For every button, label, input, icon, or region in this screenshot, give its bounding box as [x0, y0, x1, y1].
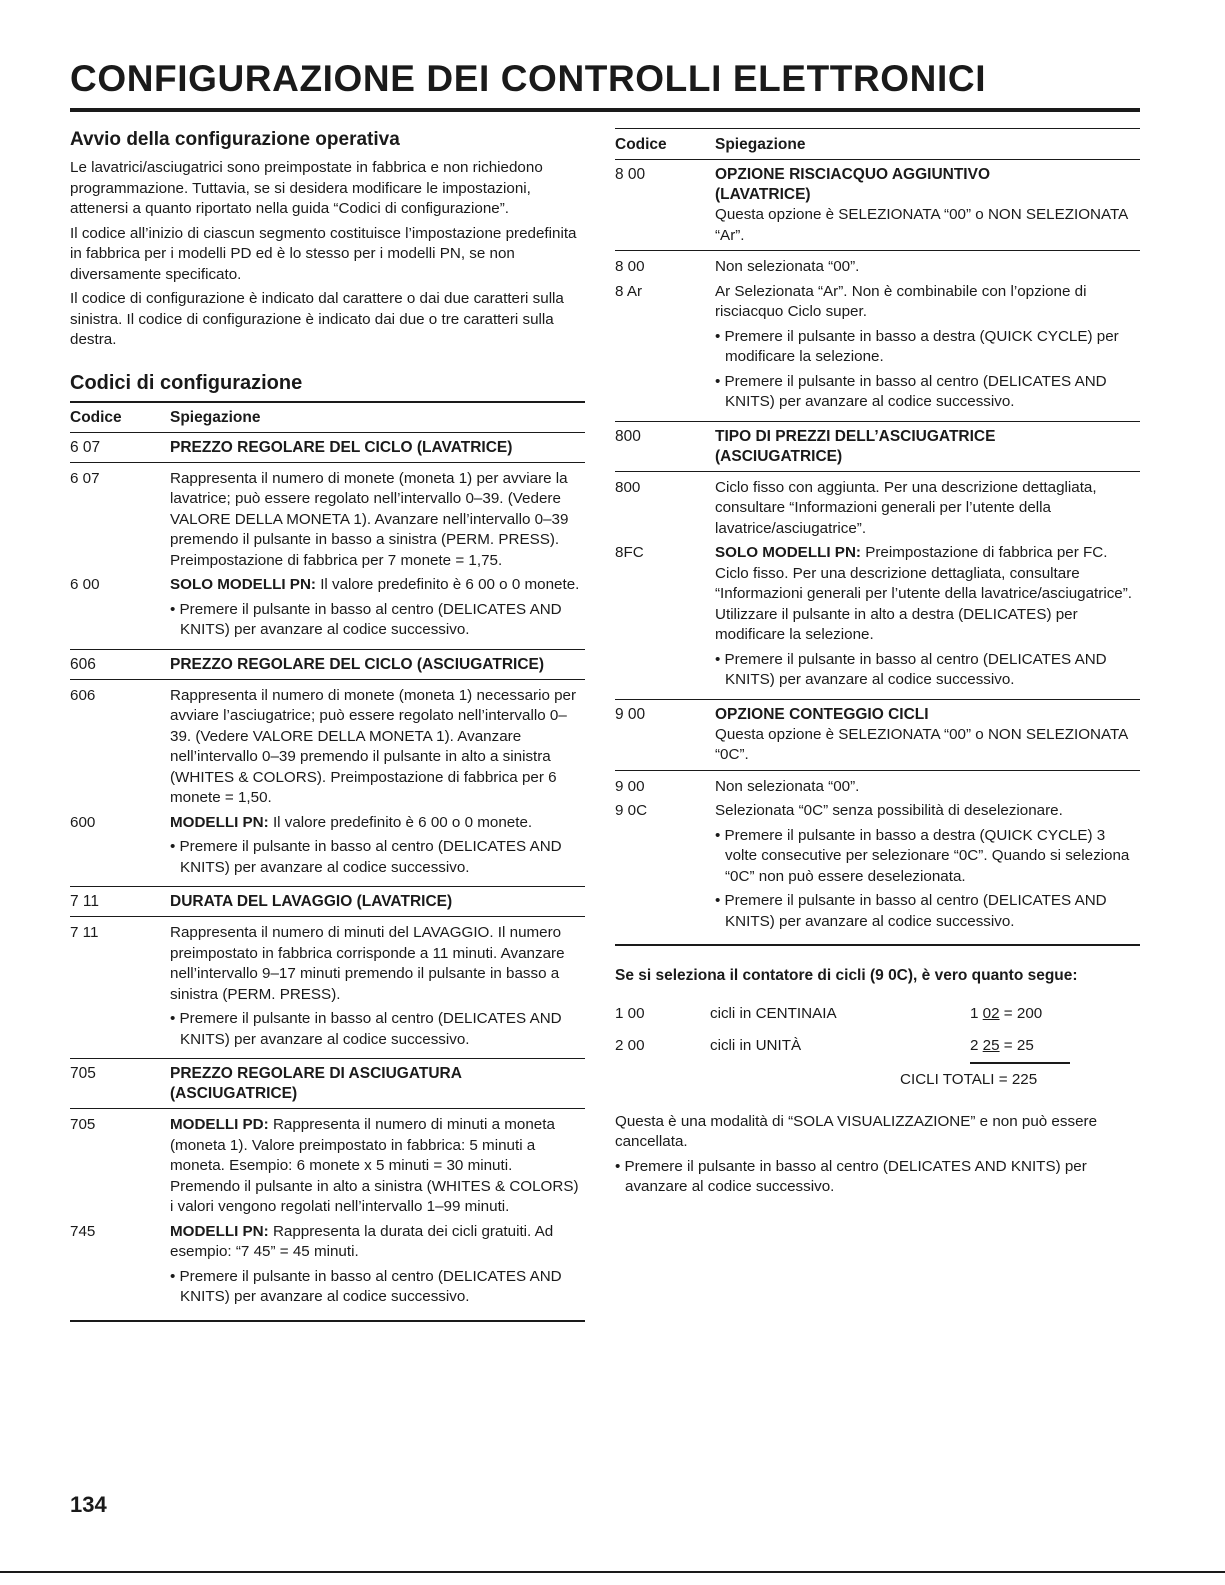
- counter-value-prefix: 1: [970, 1005, 983, 1022]
- counter-value-suffix: = 25: [999, 1037, 1034, 1054]
- code-group-body: [615, 472, 1140, 700]
- row-text: [170, 575, 585, 596]
- group-title-block: [715, 705, 1140, 766]
- left-column: [70, 128, 585, 1322]
- row-code: 600: [70, 813, 96, 831]
- row-code: 705: [70, 1116, 96, 1133]
- page-title: CONFIGURAZIONE DEI CONTROLLI ELETTRONICI: [70, 58, 987, 99]
- counter-heading: Se si seleziona il contatore di cicli (9 0C), è vero quanto segue:: [615, 967, 1078, 984]
- right-column: [615, 128, 1140, 1198]
- row-code: 8 Ar: [615, 282, 643, 300]
- code-group-body: [615, 251, 1140, 422]
- table-row: [70, 1115, 585, 1218]
- bullet-note: • Premere il pulsante in basso al centro (DELICATES AND KNITS) per avanzare al codice successivo.: [170, 1010, 562, 1048]
- group-code: 8 00: [615, 166, 646, 183]
- row-text-rest: Preimpostazione di fabbrica per FC. Ciclo fisso. Per una descrizione dettagliata, consultare “Informazioni generali per l’utente della lavatrice/asciugatrice”. Utilizzare il pulsante in alto a destra (DELICATES) per modificare la selezione.: [715, 544, 1133, 643]
- intro-paragraph: Il codice all’inizio di ciascun segmento costituisce l’impostazione predefinita in fabbrica per i modelli PD ed è lo stesso per i modelli PN, se non diversamente specificato.: [70, 224, 577, 283]
- code-group-header: [615, 700, 1140, 771]
- row-bold-label: MODELLI PN:: [170, 813, 269, 831]
- group-code: 705: [70, 1065, 96, 1082]
- row-text: [715, 543, 1140, 646]
- group-title: OPZIONE CONTEGGIO CICLI: [715, 705, 929, 723]
- group-code: 9 00: [615, 705, 646, 723]
- row-code: 8FC: [615, 544, 644, 561]
- row-code: 6 07: [70, 469, 100, 487]
- counter-row: [615, 1004, 1140, 1024]
- row-code: 8 00: [615, 258, 645, 275]
- row-text: Selezionata “0C” senza possibilità di deselezionare.: [715, 802, 1063, 819]
- table-row: [615, 257, 1140, 278]
- table-header: [70, 401, 585, 433]
- bullet-note: • Premere il pulsante in basso al centro (DELICATES AND KNITS) per avanzare al codice successivo.: [170, 1267, 562, 1305]
- row-code: 9 00: [615, 777, 645, 795]
- row-text: Rappresenta il numero di monete (moneta 1) necessario per avviare l’asciugatrice; può essere regolato nell’intervallo 0–39. (Vedere VALORE DELLA MONETA 1). Avanzare nell’intervallo 0–39 premendo il pulsante in alto a sinistra (WHITES & COLORS). Preimpostazione di fabbrica per 6 monete = 1,50.: [170, 686, 577, 806]
- intro-heading: Avvio della configurazione operativa: [70, 129, 400, 150]
- bullet-note: • Premere il pulsante in basso al centro (DELICATES AND KNITS) per avanzare al codice successivo.: [615, 1157, 1087, 1195]
- bullet-note: • Premere il pulsante in basso al centro (DELICATES AND KNITS) per avanzare al codice successivo.: [715, 650, 1107, 688]
- row-text-rest: Il valore predefinito è 6 00 o 0 monete.: [315, 576, 580, 593]
- group-title: PREZZO REGOLARE DEL CICLO (LAVATRICE): [170, 438, 513, 456]
- row-text: Rappresenta il numero di minuti del LAVAGGIO. Il numero preimpostato in fabbrica corrisponde a 11 minuti. Avanzare nell’intervallo 9–17 minuti premendo il pulsante in basso a sinistra (PERM. PRESS).: [170, 924, 565, 1003]
- row-code: 6 00: [70, 576, 100, 593]
- table-row: [615, 478, 1140, 540]
- counter-value-underlined: 25: [982, 1037, 1000, 1054]
- counter-code: 2 00: [615, 1037, 645, 1054]
- table-row: [615, 801, 1140, 822]
- group-title: TIPO DI PREZZI DELL’ASCIUGATRICE (ASCIUGATRICE): [715, 427, 996, 465]
- row-text-rest: Rappresenta il numero di minuti a moneta (moneta 1). Valore preimpostato in fabbrica: 5 minuti a moneta. Esempio: 6 monete x 5 minuti = 30 minuti. Premendo il pulsante in alto a sinistra (WHITES & COLORS) i valori vengono regolati nell’intervallo 1–99 minuti.: [170, 1116, 579, 1215]
- row-bold-label: SOLO MODELLI PN:: [715, 544, 861, 561]
- table-row: [70, 575, 585, 596]
- group-code: 7 11: [70, 893, 100, 910]
- code-group-header: [70, 887, 585, 917]
- counter-value-prefix: 2: [970, 1037, 983, 1054]
- bullet-note: • Premere il pulsante in basso al centro (DELICATES AND KNITS) per avanzare al codice successivo.: [715, 892, 1107, 930]
- counter-row: [615, 1036, 1140, 1056]
- counter-total: CICLI TOTALI = 225: [900, 1070, 1038, 1088]
- row-text: [170, 1222, 585, 1263]
- table-row: [70, 923, 585, 1005]
- row-bold-label: MODELLI PD:: [170, 1116, 269, 1133]
- bullet-note: • Premere il pulsante in basso a destra (QUICK CYCLE) per modificare la selezione.: [715, 327, 1119, 365]
- counter-value: [970, 1036, 1080, 1056]
- code-group-body: [70, 917, 585, 1059]
- group-subtitle: Questa opzione è SELEZIONATA “00” o NON SELEZIONATA “Ar”.: [715, 206, 1128, 244]
- title-rule: [70, 108, 1140, 112]
- intro-paragraph: Le lavatrici/asciugatrici sono preimpostate in fabbrica e non richiedono programmazione. Tuttavia, se si desidera modificare le impostazioni, attenersi a quanto riportato nella guida “Codici di configurazione”.: [70, 159, 543, 217]
- bullet-note: • Premere il pulsante in basso a destra (QUICK CYCLE) 3 volte consecutive per selezionare “0C”. Quando si seleziona “0C” non può essere deselezionata.: [715, 826, 1130, 885]
- row-text: [170, 1115, 585, 1218]
- counter-value-underlined: 02: [982, 1005, 1000, 1022]
- group-title: OPZIONE RISCIACQUO AGGIUNTIVO (LAVATRICE): [715, 166, 990, 203]
- code-group-header: [70, 1059, 585, 1109]
- code-group-body: [70, 680, 585, 888]
- group-code: 800: [615, 427, 641, 445]
- row-code: 745: [70, 1222, 96, 1240]
- row-text: [170, 813, 585, 834]
- row-code: 7 11: [70, 924, 99, 941]
- counter-label: cicli in CENTINAIA: [710, 1005, 837, 1022]
- note-text: Questa è una modalità di “SOLA VISUALIZZAZIONE” e non può essere cancellata.: [615, 1112, 1098, 1150]
- group-title: DURATA DEL LAVAGGIO (LAVATRICE): [170, 893, 453, 910]
- code-group-header: [70, 650, 585, 680]
- row-text: Ciclo fisso con aggiunta. Per una descrizione dettagliata, consultare “Informazioni generali per l’utente della lavatrice/asciugatrice”.: [715, 478, 1097, 537]
- row-bold-label: SOLO MODELLI PN:: [170, 576, 316, 593]
- row-text-rest: Il valore predefinito è 6 00 o 0 monete.: [268, 813, 533, 831]
- code-group-body: [615, 771, 1140, 947]
- table-row: [70, 813, 585, 834]
- bullet-note: • Premere il pulsante in basso al centro (DELICATES AND KNITS) per avanzare al codice successivo.: [170, 600, 562, 638]
- intro-paragraph: Il codice di configurazione è indicato dal carattere o dai due caratteri sulla sinistra. Il codice di configurazione è indicato dai due o tre caratteri sulla destra.: [70, 290, 564, 348]
- row-text: Non selezionata “00”.: [715, 777, 860, 795]
- table-header: [615, 128, 1140, 160]
- page-number: 134: [70, 1492, 107, 1517]
- table-row: [615, 777, 1140, 798]
- group-code: 606: [70, 655, 96, 673]
- row-text-rest: Rappresenta la durata dei cicli gratuiti. Ad esempio: “7 45” = 45 minuti.: [170, 1222, 554, 1260]
- table-row: [615, 543, 1140, 646]
- bullet-note: • Premere il pulsante in basso al centro (DELICATES AND KNITS) per avanzare al codice successivo.: [715, 372, 1107, 410]
- group-subtitle: Questa opzione è SELEZIONATA “00” o NON SELEZIONATA “0C”.: [715, 725, 1128, 763]
- row-code: 606: [70, 686, 96, 704]
- row-text: Ar Selezionata “Ar”. Non è combinabile con l’opzione di risciacquo Ciclo super.: [715, 282, 1087, 320]
- column-header-explanation: Spiegazione: [170, 408, 261, 426]
- group-title: PREZZO REGOLARE DEL CICLO (ASCIUGATRICE): [170, 655, 545, 673]
- code-group-header: [615, 422, 1140, 472]
- table-row: [70, 469, 585, 572]
- counter-value-suffix: = 200: [999, 1005, 1043, 1022]
- row-code: 9 0C: [615, 802, 648, 819]
- group-title: PREZZO REGOLARE DI ASCIUGATURA (ASCIUGATRICE): [170, 1065, 462, 1102]
- row-bold-label: MODELLI PN:: [170, 1222, 269, 1240]
- code-group-header: [70, 433, 585, 463]
- column-header-explanation: Spiegazione: [715, 136, 806, 153]
- counter-code: 1 00: [615, 1005, 645, 1022]
- code-group-header: [615, 160, 1140, 251]
- row-code: 800: [615, 478, 641, 496]
- codes-heading: Codici di configurazione: [70, 371, 303, 394]
- counter-value: [970, 1004, 1080, 1024]
- code-group-body: [70, 1109, 585, 1322]
- bottom-rule: [0, 1571, 1225, 1573]
- table-row: [70, 686, 585, 809]
- column-header-code: Codice: [70, 408, 122, 426]
- group-code: 6 07: [70, 438, 101, 456]
- group-title-block: [715, 165, 1140, 246]
- row-text: Non selezionata “00”.: [715, 258, 860, 275]
- sum-rule: [970, 1062, 1070, 1064]
- table-row: [70, 1222, 585, 1263]
- counter-label: cicli in UNITÀ: [710, 1037, 802, 1054]
- column-header-code: Codice: [615, 136, 667, 153]
- code-group-body: [70, 463, 585, 650]
- bullet-note: • Premere il pulsante in basso al centro (DELICATES AND KNITS) per avanzare al codice successivo.: [170, 838, 562, 876]
- table-row: [615, 282, 1140, 323]
- row-text: Rappresenta il numero di monete (moneta 1) per avviare la lavatrice; può essere regolato nell’intervallo 0–39. (Vedere VALORE DELLA MONETA 1). Avanzare nell’intervallo 0–39 premendo il pulsante in basso a sinistra (PERM. PRESS). Preimpostazione di fabbrica per 7 monete = 1,75.: [170, 469, 569, 569]
